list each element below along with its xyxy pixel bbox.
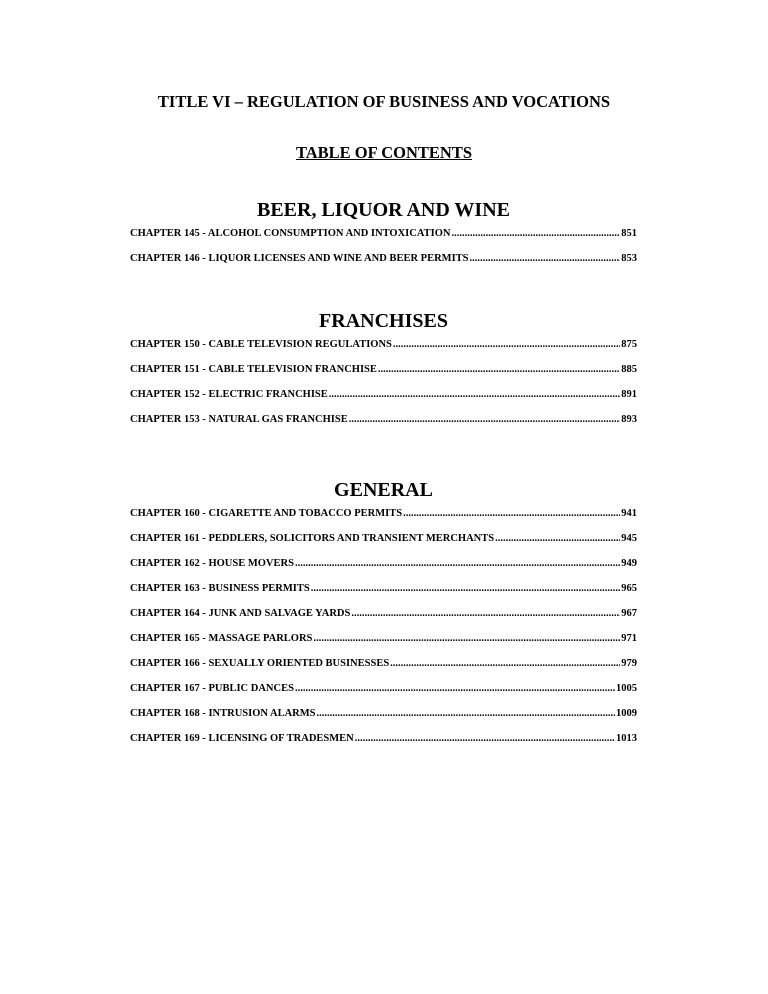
toc-section-general <box>130 478 637 745</box>
dot-leader <box>355 732 615 745</box>
toc-entry-chapter-168[interactable] <box>130 707 637 720</box>
toc-entry-page: 979 <box>621 658 637 669</box>
toc-entry-page: 875 <box>621 339 637 350</box>
toc-entry-chapter-169[interactable] <box>130 732 637 745</box>
toc-entry-label: CHAPTER 150 - CABLE TELEVISION REGULATIONS <box>130 339 392 350</box>
section-heading: FRANCHISES <box>319 310 448 332</box>
toc-section-beer-liquor-wine <box>130 198 637 265</box>
toc-entry-chapter-166[interactable] <box>130 657 637 670</box>
toc-entry-label: CHAPTER 164 - JUNK AND SALVAGE YARDS <box>130 608 351 619</box>
toc-entry-page: 941 <box>621 508 637 519</box>
toc-entry-chapter-164[interactable] <box>130 607 637 620</box>
toc-entry-label: CHAPTER 161 - PEDDLERS, SOLICITORS AND TRANSIENT MERCHANTS <box>130 533 495 544</box>
toc-entry-label: CHAPTER 169 - LICENSING OF TRADESMEN <box>130 733 354 744</box>
toc-entry-chapter-145[interactable] <box>130 227 637 240</box>
toc-section-franchises <box>130 309 637 426</box>
toc-entry-label: CHAPTER 153 - NATURAL GAS FRANCHISE <box>130 414 348 425</box>
toc-entry-label: CHAPTER 166 - SEXUALLY ORIENTED BUSINESSES <box>130 658 390 669</box>
dot-leader <box>349 413 621 426</box>
toc-entry-label: CHAPTER 165 - MASSAGE PARLORS <box>130 633 313 644</box>
toc-entry-chapter-167[interactable] <box>130 682 637 695</box>
toc-entry-chapter-165[interactable] <box>130 632 637 645</box>
toc-entry-label: CHAPTER 163 - BUSINESS PERMITS <box>130 583 310 594</box>
dot-leader <box>317 707 615 720</box>
toc-entry-page: 891 <box>621 389 637 400</box>
dot-leader <box>451 227 620 240</box>
dot-leader <box>495 532 620 545</box>
toc-entry-label: CHAPTER 145 - ALCOHOL CONSUMPTION AND INTOXICATION <box>130 228 451 239</box>
toc-entry-label: CHAPTER 167 - PUBLIC DANCES <box>130 683 294 694</box>
toc-entry-label: CHAPTER 151 - CABLE TELEVISION FRANCHISE <box>130 364 377 375</box>
section-heading: BEER, LIQUOR AND WINE <box>256 199 511 221</box>
dot-leader <box>311 582 621 595</box>
dot-leader <box>390 657 620 670</box>
dot-leader <box>295 682 615 695</box>
toc-entry-chapter-146[interactable] <box>130 252 637 265</box>
toc-entry-label: CHAPTER 152 - ELECTRIC FRANCHISE <box>130 389 328 400</box>
toc-entry-label: CHAPTER 146 - LIQUOR LICENSES AND WINE AND BEER PERMITS <box>130 253 469 264</box>
toc-heading: TABLE OF CONTENTS <box>295 143 473 162</box>
toc-entry-chapter-153[interactable] <box>130 413 637 426</box>
toc-entry-page: 885 <box>621 364 637 375</box>
dot-leader <box>378 363 620 376</box>
toc-entry-label: CHAPTER 160 - CIGARETTE AND TOBACCO PERMITS <box>130 508 403 519</box>
section-heading: GENERAL <box>334 479 433 501</box>
toc-entry-chapter-160[interactable] <box>130 507 637 520</box>
toc-entry-label: CHAPTER 168 - INTRUSION ALARMS <box>130 708 316 719</box>
toc-entry-chapter-150[interactable] <box>130 338 637 351</box>
toc-entry-page: 965 <box>621 583 637 594</box>
dot-leader <box>403 507 620 520</box>
toc-entry-chapter-152[interactable] <box>130 388 637 401</box>
dot-leader <box>351 607 620 620</box>
toc-entry-page: 1005 <box>616 683 637 694</box>
dot-leader <box>329 388 620 401</box>
toc-entry-chapter-163[interactable] <box>130 582 637 595</box>
toc-entry-chapter-151[interactable] <box>130 363 637 376</box>
toc-entry-page: 893 <box>621 414 637 425</box>
toc-entry-chapter-162[interactable] <box>130 557 637 570</box>
toc-entry-chapter-161[interactable] <box>130 532 637 545</box>
toc-entry-page: 851 <box>621 228 637 239</box>
dot-leader <box>470 252 621 265</box>
dot-leader <box>313 632 620 645</box>
toc-entry-page: 853 <box>621 253 637 264</box>
toc-entry-page: 945 <box>621 533 637 544</box>
toc-entry-page: 949 <box>621 558 637 569</box>
dot-leader <box>295 557 620 570</box>
toc-entry-page: 1013 <box>616 733 637 744</box>
toc-entry-page: 967 <box>621 608 637 619</box>
dot-leader <box>393 338 620 351</box>
document-title: TITLE VI – REGULATION OF BUSINESS AND VOCATIONS <box>157 92 611 111</box>
toc-entry-label: CHAPTER 162 - HOUSE MOVERS <box>130 558 294 569</box>
toc-entry-page: 1009 <box>616 708 637 719</box>
toc-entry-page: 971 <box>621 633 637 644</box>
